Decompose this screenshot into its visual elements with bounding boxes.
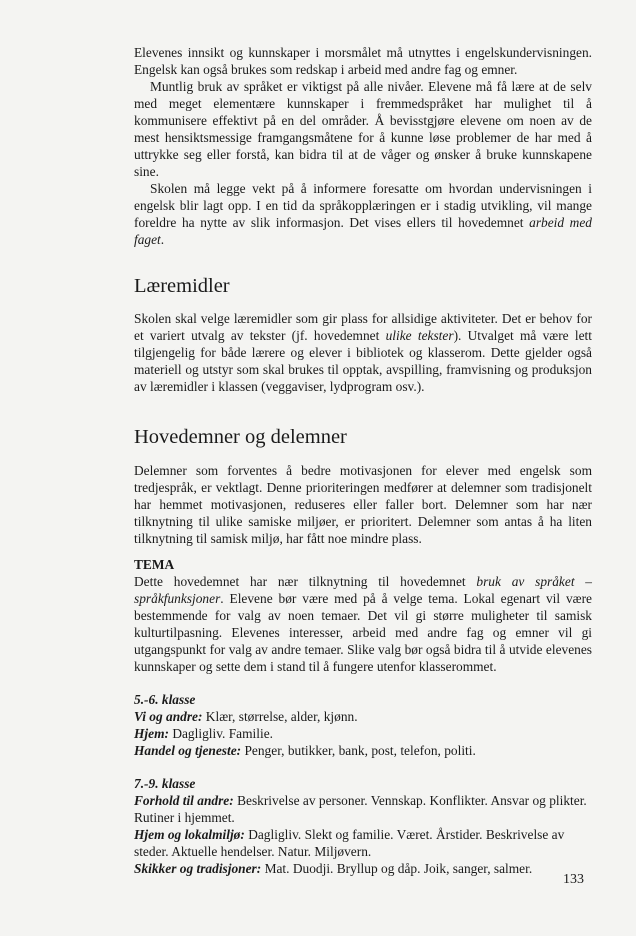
list-item [134, 860, 592, 877]
klasse-5-6-heading: 5.-6. klasse [134, 692, 196, 707]
tema-heading: TEMA [134, 557, 175, 572]
intro-paragraph-2: Muntlig bruk av språket er viktigst på alle nivåer. Elevene må få lære at de selv med meget elementære kunnskaper i fremmedspråket har mulighet til å kommunisere effektivt på en del områder. Å bevisstgjøre elevene om noen av de mest hensiktsmessige framgangsmåtene for å kunne løse problemer de har med å uttrykke seg eller forstå, kan bidra til at de våger og ønsker å bruke kunnskapene sine. [134, 79, 592, 179]
item-label: Forhold til andre: [134, 793, 234, 808]
heading-laeremidler: Læremidler [134, 275, 230, 297]
hovedemner-paragraph: Delemner som forventes å bedre motivasjonen for elever med engelsk som tredjespråk, er vektlagt. Denne prioriteringen medfører at delemner som tradisjonelt har hemmet motivasjonen, reduseres eller faller bort. Delemner som har nær tilknytning til ulike samiske miljøer, er prioritert. Delemner som antas å ha liten tilknytning til samisk miljø, har fått noe mindre plass. [134, 463, 592, 546]
intro-paragraph-3-end: . [160, 232, 165, 247]
laeremidler-text-b: ). Utvalget må være lett tilgjengelig for både lærere og elever i bibliotek og klasserom. Dette gjelder også materiell og utstyr som skal brukes til opptak, avspilling, framvisning og produksjon av læremidler i klassen (veggaviser, lydprogram osv.). [134, 328, 592, 394]
intro-paragraph-3 [134, 180, 592, 248]
tema-italic: bruk av språket – språkfunksjoner [134, 574, 592, 606]
intro-paragraph-1: Elevenes innsikt og kunnskaper i morsmålet må utnyttes i engelskundervisningen. Engelsk kan også brukes som redskap i arbeid med andre fag og emner. [134, 45, 592, 77]
laeremidler-paragraph [134, 310, 592, 395]
list-item [134, 742, 592, 759]
heading-hovedemner: Hovedemner og delemner [134, 426, 347, 448]
item-label: Skikker og tradisjoner: [134, 861, 262, 876]
intro-paragraph-3-italic: arbeid med faget [134, 215, 592, 247]
text-column [134, 44, 592, 877]
item-label: Hjem og lokalmiljø: [134, 827, 245, 842]
klasse-7-9-heading: 7.-9. klasse [134, 776, 196, 791]
item-text: Penger, butikker, bank, post, telefon, politi. [241, 743, 476, 758]
list-item [134, 725, 592, 742]
tema-text-b: . Elevene bør være med på å velge tema. Lokal egenart vil være bestemmende for valg av noen temaer. Det vil gi større muligheter til samisk kulturtilpasning. Elevenes interesser, arbeid med andre fag og emner vil gi utgangspunkt for valg av andre temaer. Slike valg bør også bidra til å utvide elevenes kunnskaper og sette dem i stand til å fungere utenfor klasserommet. [134, 591, 592, 674]
item-text: Beskrivelse av personer. Vennskap. Konflikter. Ansvar og plikter. Rutiner i hjemmet. [134, 793, 587, 825]
list-item [134, 826, 592, 860]
tema-paragraph [134, 573, 592, 675]
list-item [134, 708, 592, 725]
item-label: Handel og tjeneste: [134, 743, 242, 758]
klasse-7-9-list [134, 792, 592, 877]
item-label: Hjem: [134, 726, 169, 741]
tema-text-a: Dette hovedemnet har nær tilknytning til hovedemnet [134, 574, 477, 589]
list-item [134, 792, 592, 826]
intro-paragraph-3-text: Skolen må legge vekt på å informere foresatte om hvordan undervisningen i engelsk blir lagt opp. I en tid da språkopplæringen er i stadig utvikling, vil mange foreldre ha nytte av slik informasjon. Det vises ellers til hovedemnet [134, 181, 592, 230]
item-text: Klær, størrelse, alder, kjønn. [202, 709, 358, 724]
page-number: 133 [563, 872, 584, 887]
item-text: Dagligliv. Familie. [168, 726, 273, 741]
item-label: Vi og andre: [134, 709, 203, 724]
laeremidler-italic: ulike tekster [385, 328, 454, 343]
laeremidler-text-a: Skolen skal velge læremidler som gir plass for allsidige aktiviteter. Det er behov for et variert utvalg av tekster (jf. hovedemnet [134, 311, 592, 343]
item-text: Dagligliv. Slekt og familie. Været. Årstider. Beskrivelse av steder. Aktuelle hendelser. Natur. Miljøvern. [134, 827, 565, 859]
item-text: Mat. Duodji. Bryllup og dåp. Joik, sanger, salmer. [261, 861, 533, 876]
klasse-5-6-list [134, 708, 592, 759]
